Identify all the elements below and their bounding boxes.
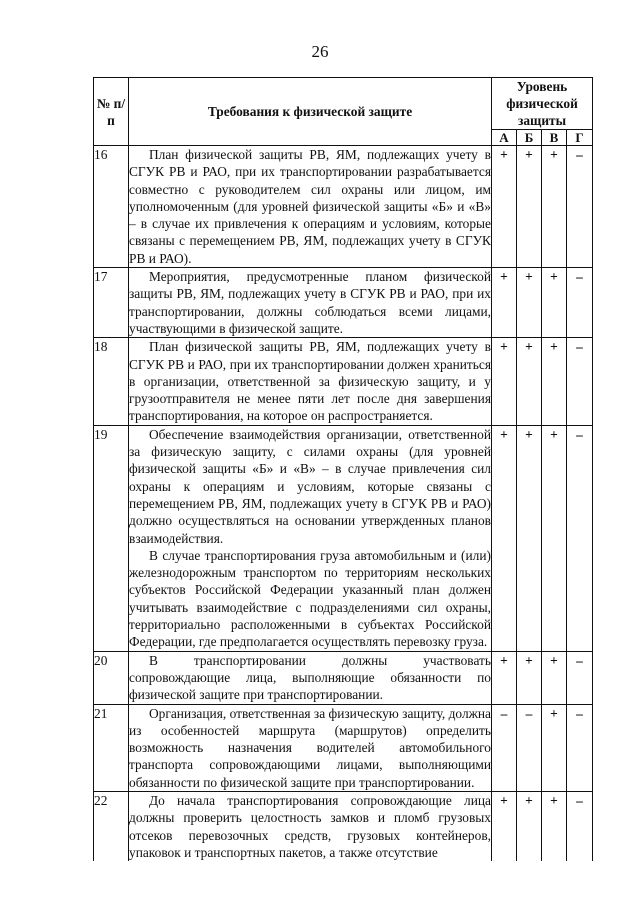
header-level-g: Г xyxy=(567,130,593,146)
level-g-mark: – xyxy=(567,338,593,425)
level-g-mark: – xyxy=(567,268,593,338)
level-g-mark: – xyxy=(567,651,593,704)
requirement-text xyxy=(129,425,492,651)
level-v-mark: + xyxy=(542,146,567,268)
level-g-mark: – xyxy=(567,425,593,651)
row-number: 21 xyxy=(94,704,129,791)
requirement-text xyxy=(129,651,492,704)
requirement-text xyxy=(129,791,492,861)
level-a-mark: + xyxy=(492,146,517,268)
header-level-a: А xyxy=(492,130,517,146)
header-level-b: Б xyxy=(517,130,542,146)
level-a-mark: + xyxy=(492,338,517,425)
level-g-mark: – xyxy=(567,704,593,791)
requirement-paragraph: Организация, ответственная за физическую защиту, должна из особенностей маршрута (маршрутов) определить возможность назначения водителей автомобильного транспорта сопровождающими лицами, выполняющими обязанности по физической защите при транспортировании. xyxy=(129,705,491,790)
requirement-text xyxy=(129,146,492,268)
level-b-mark: + xyxy=(517,791,542,861)
requirement-paragraph: В транспортировании должны участвовать сопровождающие лица, выполняющие обязанности по физической защите при транспортировании. xyxy=(129,652,491,703)
requirement-paragraph: План физической защиты РВ, ЯМ, подлежащих учету в СГУК РВ и РАО, при их транспортировании разрабатывается совместно с руководителем сил охраны или лицом, им уполномоченным (для уровней физической защиты «Б» и «В» – в случае их привлечения к операциям и условиям, которые связаны с перемещением РВ, ЯМ, подлежащих учету в СГУК РВ и РАО). xyxy=(129,147,491,266)
level-b-mark: + xyxy=(517,425,542,651)
level-a-mark: + xyxy=(492,791,517,861)
level-v-mark: + xyxy=(542,425,567,651)
requirement-text xyxy=(129,268,492,338)
level-b-mark: + xyxy=(517,268,542,338)
requirement-paragraph: Мероприятия, предусмотренные планом физической защиты РВ, ЯМ, подлежащих учету в СГУК РВ и РАО, при их транспортировании, должны соблюдаться всеми лицами, участвующими в физической защите. xyxy=(129,269,491,336)
level-b-mark: + xyxy=(517,146,542,268)
level-b-mark: + xyxy=(517,338,542,425)
table-row xyxy=(94,704,593,791)
row-number: 16 xyxy=(94,146,129,268)
requirement-paragraph: Обеспечение взаимодействия организации, ответственной за физическую защиту, с силами охраны (для уровней физической защиты «Б» и «В» – в случае привлечения сил охраны к операциям и условиям, которые связаны с перемещением РВ, ЯМ, подлежащих учету в СГУК РВ и РАО) должно осуществляться на основании утвержденных планов взаимодействия. xyxy=(129,426,491,546)
requirements-table xyxy=(93,77,593,861)
row-number: 22 xyxy=(94,791,129,861)
level-a-mark: + xyxy=(492,651,517,704)
table-row xyxy=(94,425,593,651)
requirement-paragraph: В случае транспортирования груза автомобильным и (или) железнодорожным транспортом по территориям нескольких субъектов Российской Федерации указанный план должен учитывать взаимодействие с подразделениями сил охраны, территориально расположенными в субъектах Российской Федерации, где предполагается осуществлять перевозку груза. xyxy=(129,547,491,650)
row-number: 17 xyxy=(94,268,129,338)
level-b-mark: + xyxy=(517,651,542,704)
table-row xyxy=(94,651,593,704)
table-row xyxy=(94,791,593,861)
row-number: 20 xyxy=(94,651,129,704)
header-requirements: Требования к физической защите xyxy=(129,78,492,146)
requirement-text xyxy=(129,704,492,791)
level-g-mark: – xyxy=(567,146,593,268)
level-b-mark: – xyxy=(517,704,542,791)
level-v-mark: + xyxy=(542,651,567,704)
requirement-paragraph: План физической защиты РВ, ЯМ, подлежащих учету в СГУК РВ и РАО, при их транспортировании должен храниться в организации, ответственной за физическую защиту, и у грузоотправителя не менее пяти лет после дня завершения транспортирования, на которое он распространяется. xyxy=(129,339,491,424)
level-v-mark: + xyxy=(542,338,567,425)
table-row xyxy=(94,268,593,338)
header-number: № п/п xyxy=(94,78,129,146)
page-number: 26 xyxy=(311,42,329,61)
row-number: 18 xyxy=(94,338,129,425)
level-v-mark: + xyxy=(542,268,567,338)
level-v-mark: + xyxy=(542,704,567,791)
level-a-mark: – xyxy=(492,704,517,791)
table-row xyxy=(94,146,593,268)
table-row xyxy=(94,338,593,425)
level-v-mark: + xyxy=(542,791,567,861)
requirement-paragraph: До начала транспортирования сопровождающие лица должны проверить целостность замков и пломб грузовых отсеков перевозочных средств, грузовых контейнеров, упаковок и транспортных пакетов, а также отсутствие xyxy=(129,792,491,860)
header-protection-level: Уровень физической защиты xyxy=(492,78,593,130)
requirement-text xyxy=(129,338,492,425)
level-a-mark: + xyxy=(492,268,517,338)
level-a-mark: + xyxy=(492,425,517,651)
level-g-mark: – xyxy=(567,791,593,861)
row-number: 19 xyxy=(94,425,129,651)
header-level-v: В xyxy=(542,130,567,146)
